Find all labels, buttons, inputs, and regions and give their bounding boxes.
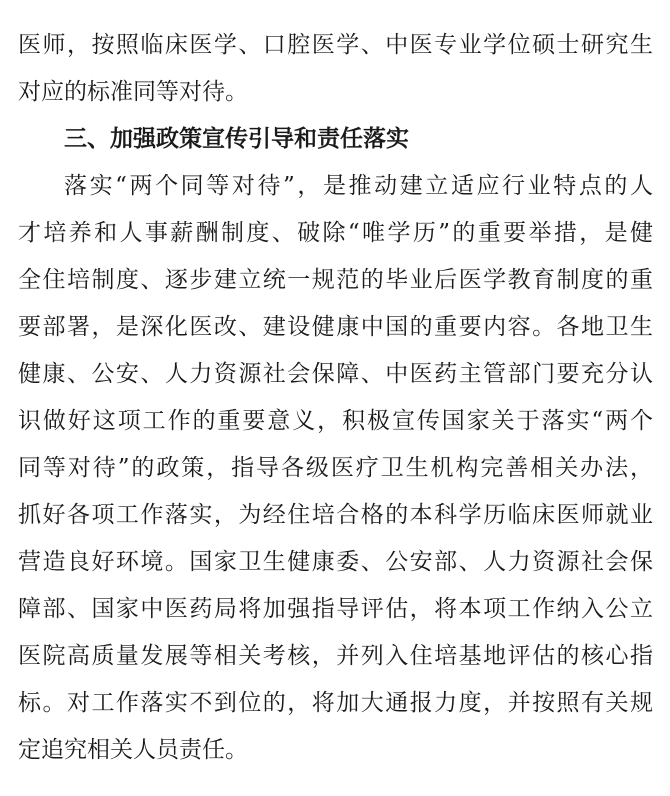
text-line: 识做好这项工作的重要意义，积极宣传国家关于落实“两个 <box>18 408 653 434</box>
text-line: 健康、公安、人力资源社会保障、中医药主管部门要充分认 <box>18 361 653 387</box>
text-line: 全住培制度、逐步建立统一规范的毕业后医学教育制度的重 <box>18 267 653 293</box>
text-line: 要部署，是深化医改、建设健康中国的重要内容。各地卫生 <box>18 314 653 340</box>
text-line: 定追究相关人员责任。 <box>18 737 248 763</box>
text-line: 对应的标准同等对待。 <box>18 79 248 105</box>
text-line: 标。对工作落实不到位的，将加大通报力度，并按照有关规 <box>18 690 653 716</box>
text-line: 医师，按照临床医学、口腔医学、中医专业学位硕士研究生 <box>18 32 653 58</box>
text-line: 营造良好环境。国家卫生健康委、公安部、人力资源社会保 <box>18 549 653 575</box>
paragraph-first-line: 落实“两个同等对待”，是推动建立适应行业特点的人 <box>64 173 653 199</box>
text-line: 抓好各项工作落实，为经住培合格的本科学历临床医师就业 <box>18 502 653 528</box>
text-line: 同等对待”的政策，指导各级医疗卫生机构完善相关办法， <box>18 455 653 481</box>
text-line: 障部、国家中医药局将加强指导评估，将本项工作纳入公立 <box>18 596 653 622</box>
section-heading: 三、加强政策宣传引导和责任落实 <box>64 126 409 152</box>
text-line: 才培养和人事薪酬制度、破除“唯学历”的重要举措，是健 <box>18 220 653 246</box>
text-line: 医院高质量发展等相关考核，并列入住培基地评估的核心指 <box>18 643 653 669</box>
